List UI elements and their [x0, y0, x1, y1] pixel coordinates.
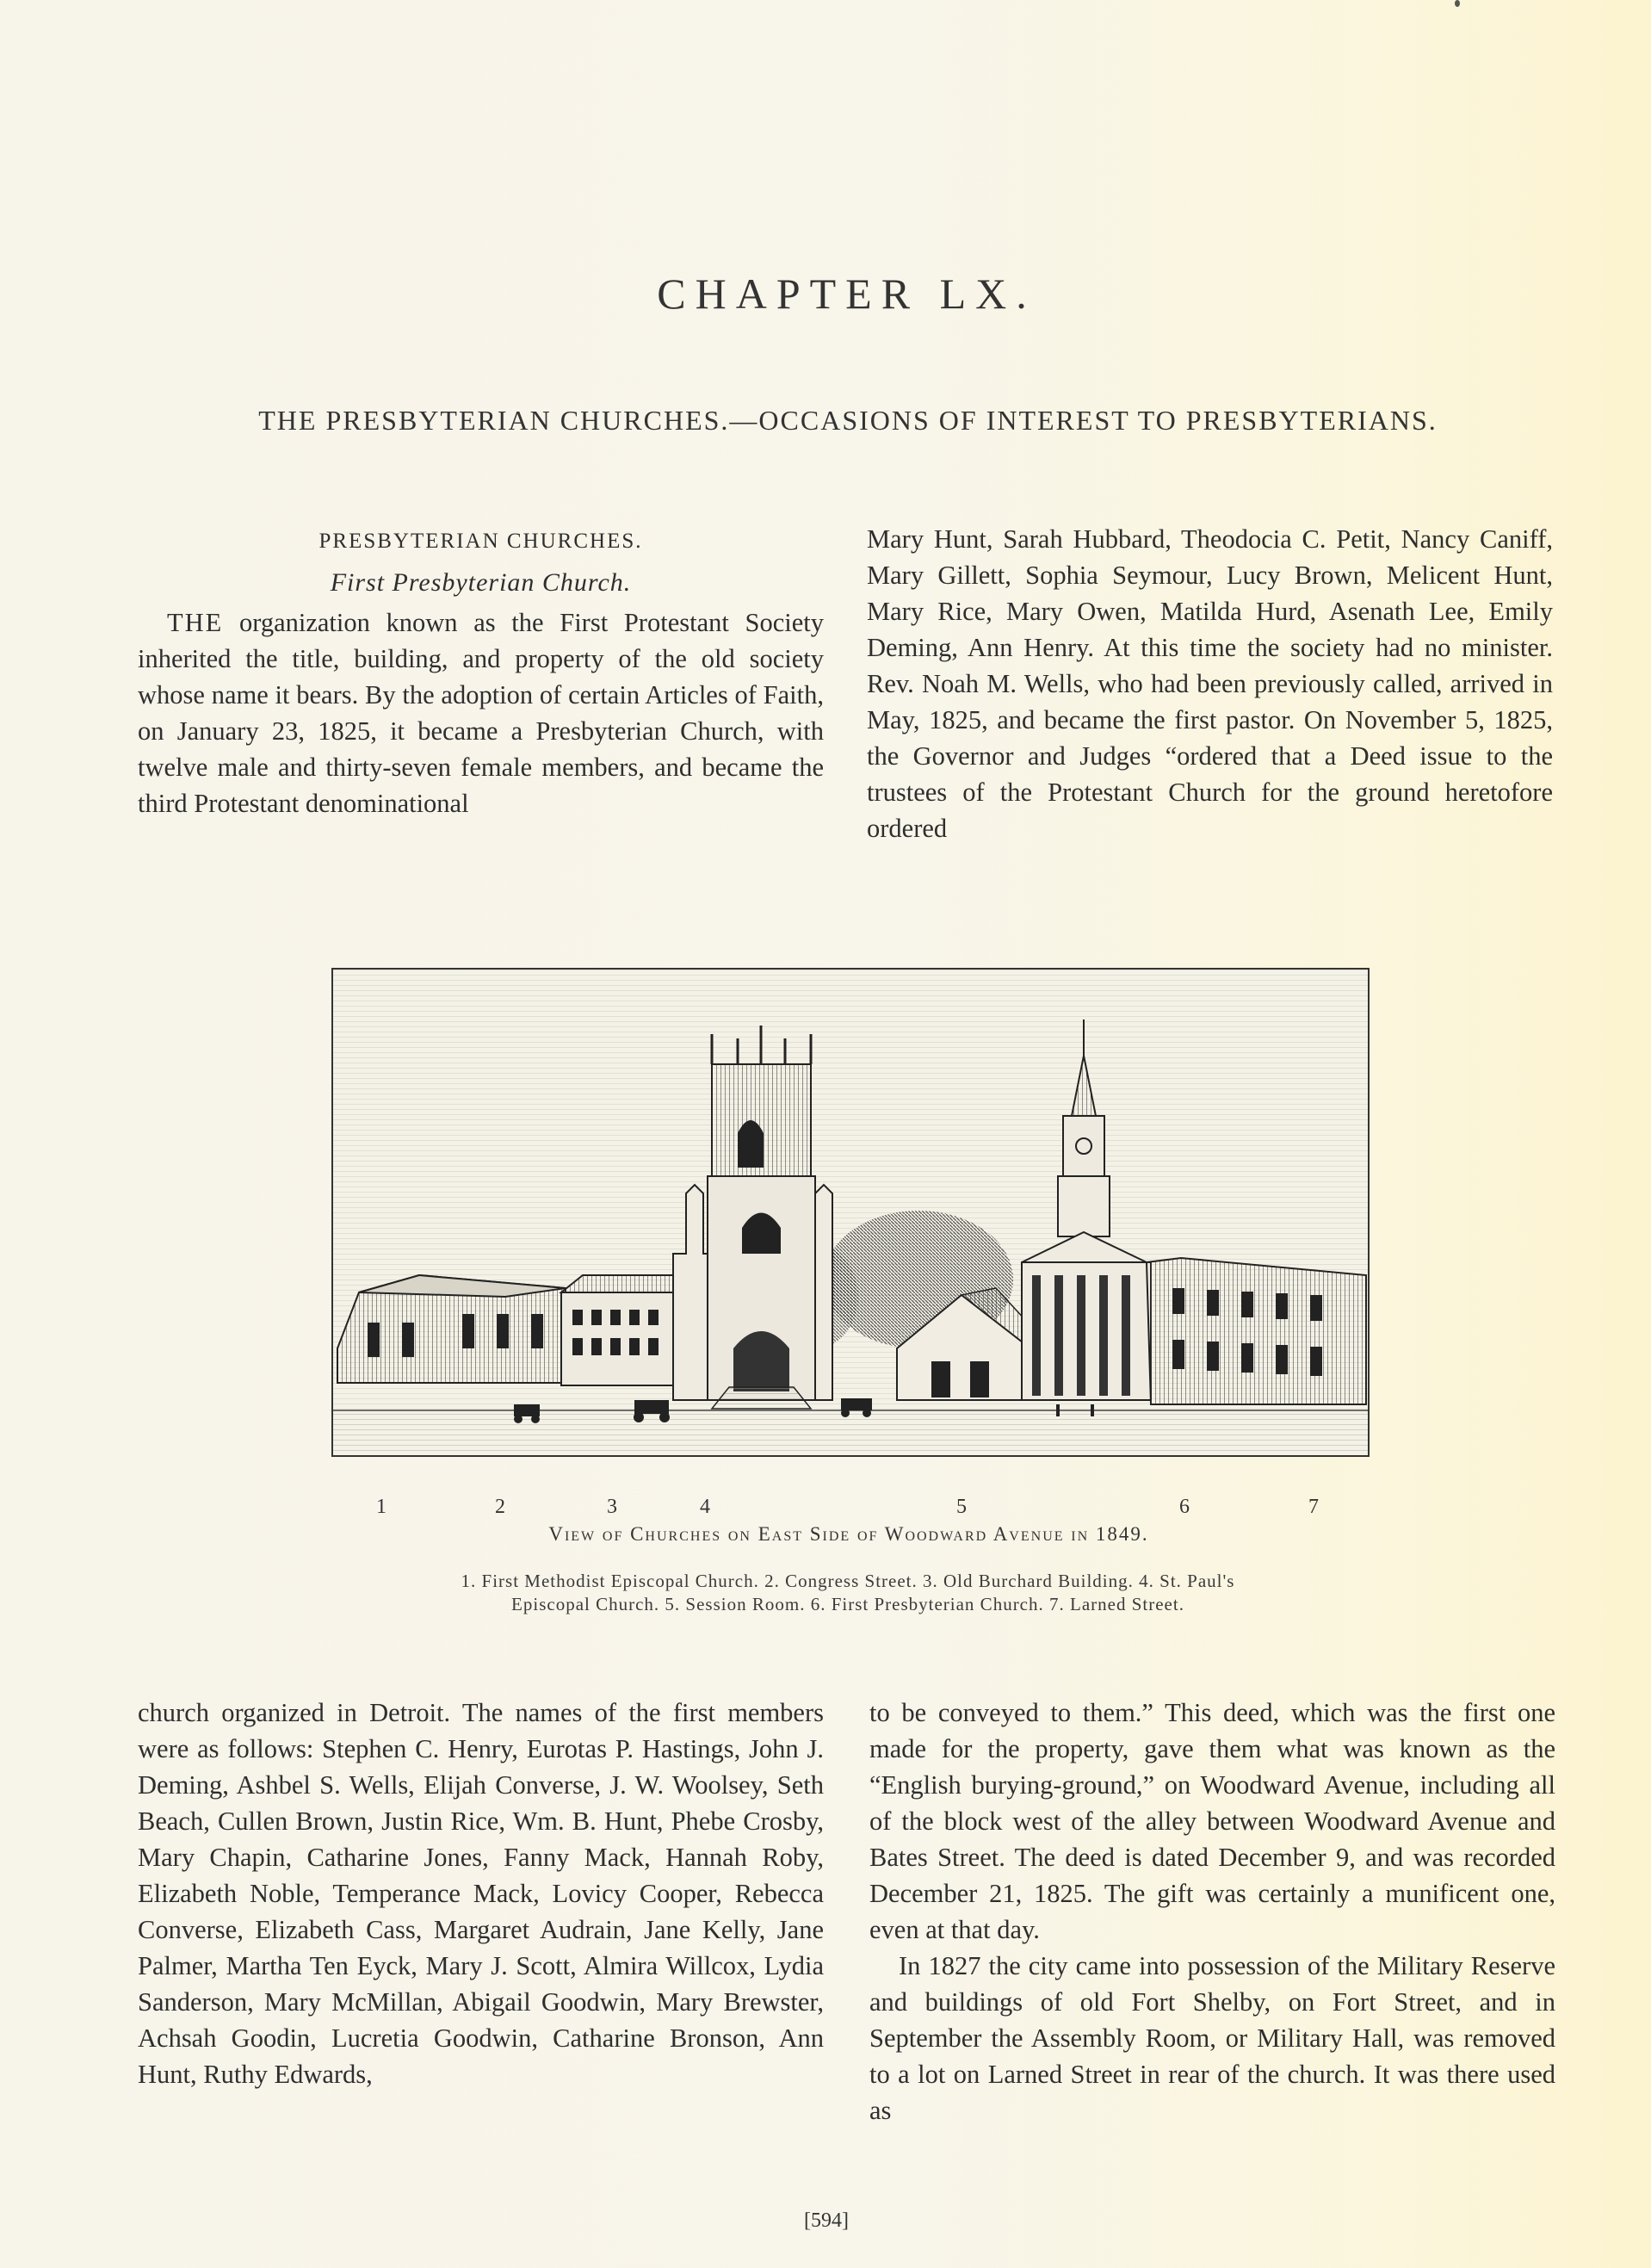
- figure-key-numbers: [331, 1496, 1366, 1523]
- section-heading: PRESBYTERIAN CHURCHES.: [318, 530, 643, 553]
- figure-number: 5: [956, 1496, 967, 1518]
- chapter-subtitle: THE PRESBYTERIAN CHURCHES.—OCCASIONS OF INTEREST TO PRESBYTERIANS.: [258, 405, 1438, 436]
- figure-caption: View of Churches on East Side of Woodward Avenue in 1849.: [548, 1523, 1149, 1545]
- figure-number: 1: [376, 1496, 386, 1518]
- column-left-top: [138, 524, 824, 821]
- engraving-illustration: [331, 968, 1370, 1457]
- chapter-title: CHAPTER LX.: [657, 270, 1036, 318]
- page-number: [594]: [804, 2209, 849, 2232]
- paragraph-text: organization known as the First Protestant Society inherited the title, building, and property of the old society whose name it bears. By the adoption of certain Articles of Faith, on January 23, 1825, it became a Presbyterian Church, with twelve male and thirty-seven female members, and became the third Protestant denominational: [138, 608, 824, 818]
- figure-number: 7: [1308, 1496, 1319, 1518]
- paragraph: [138, 604, 824, 821]
- figure-legend-line: 1. First Methodist Episcopal Church. 2. Congress Street. 3. Old Burchard Building. 4. St. Paul's: [461, 1571, 1235, 1591]
- column-left-bottom: [138, 1695, 824, 2092]
- ink-speck: [1455, 0, 1460, 7]
- paragraph: church organized in Detroit. The names of the first members were as follows: Stephen C. Henry, Eurotas P. Hastings, John J. Deming, Ashbel S. Wells, Elijah Converse, J. W. Woolsey, Seth Beach, Cullen Brown, Justin Rice, Wm. B. Hunt, Phebe Crosby, Mary Chapin, Catharine Jones, Fanny Mack, Hannah Roby, Elizabeth Noble, Temperance Mack, Lovicy Cooper, Rebecca Converse, Elizabeth Cass, Margaret Audrain, Jane Kelly, Jane Palmer, Martha Ten Eyck, Mary J. Scott, Almira Willcox, Lydia Sanderson, Mary McMillan, Abigail Goodwin, Mary Brewster, Achsah Goodin, Lucretia Goodwin, Catharine Bronson, Ann Hunt, Ruthy Edwards,: [138, 1698, 824, 2089]
- figure-number: 2: [495, 1496, 505, 1518]
- figure-legend-line: Episcopal Church. 5. Session Room. 6. First Presbyterian Church. 7. Larned Street.: [511, 1594, 1184, 1614]
- paragraph: In 1827 the city came into possession of the Military Reserve and buildings of old Fort Shelby, on Fort Street, and in September the Assembly Room, or Military Hall, was removed to a lot on Larned Street in rear of the church. It was there used as: [869, 1951, 1555, 2125]
- column-right-bottom: [869, 1695, 1555, 2129]
- figure-number: 4: [700, 1496, 710, 1518]
- column-right-top: [867, 521, 1553, 846]
- figure-legend: [318, 1570, 1377, 1616]
- figure-number: 6: [1179, 1496, 1190, 1518]
- paragraph: to be conveyed to them.” This deed, which was the first one made for the property, gave them what was known as the “English burying-ground,” on Woodward Avenue, including all of the block west of the alley between Woodward Avenue and Bates Street. The deed is dated December 9, and was recorded December 21, 1825. The gift was certainly a munificent one, even at that day.: [869, 1698, 1555, 1944]
- paragraph: Mary Hunt, Sarah Hubbard, Theodocia C. Petit, Nancy Caniff, Mary Gillett, Sophia Seymour, Lucy Brown, Melicent Hunt, Mary Rice, Mary Owen, Matilda Hurd, Asenath Lee, Emily Deming, Ann Henry. At this time the society had no minister. Rev. Noah M. Wells, who had been previously called, arrived in May, 1825, and became the first pastor. On November 5, 1825, the Governor and Judges “ordered that a Deed issue to the trustees of the Protestant Church for the ground heretofore ordered: [867, 524, 1553, 843]
- lead-word: THE: [167, 608, 224, 637]
- subsection-heading: First Presbyterian Church.: [330, 568, 632, 597]
- figure-number: 3: [607, 1496, 617, 1518]
- churches-engraving: [333, 970, 1368, 1455]
